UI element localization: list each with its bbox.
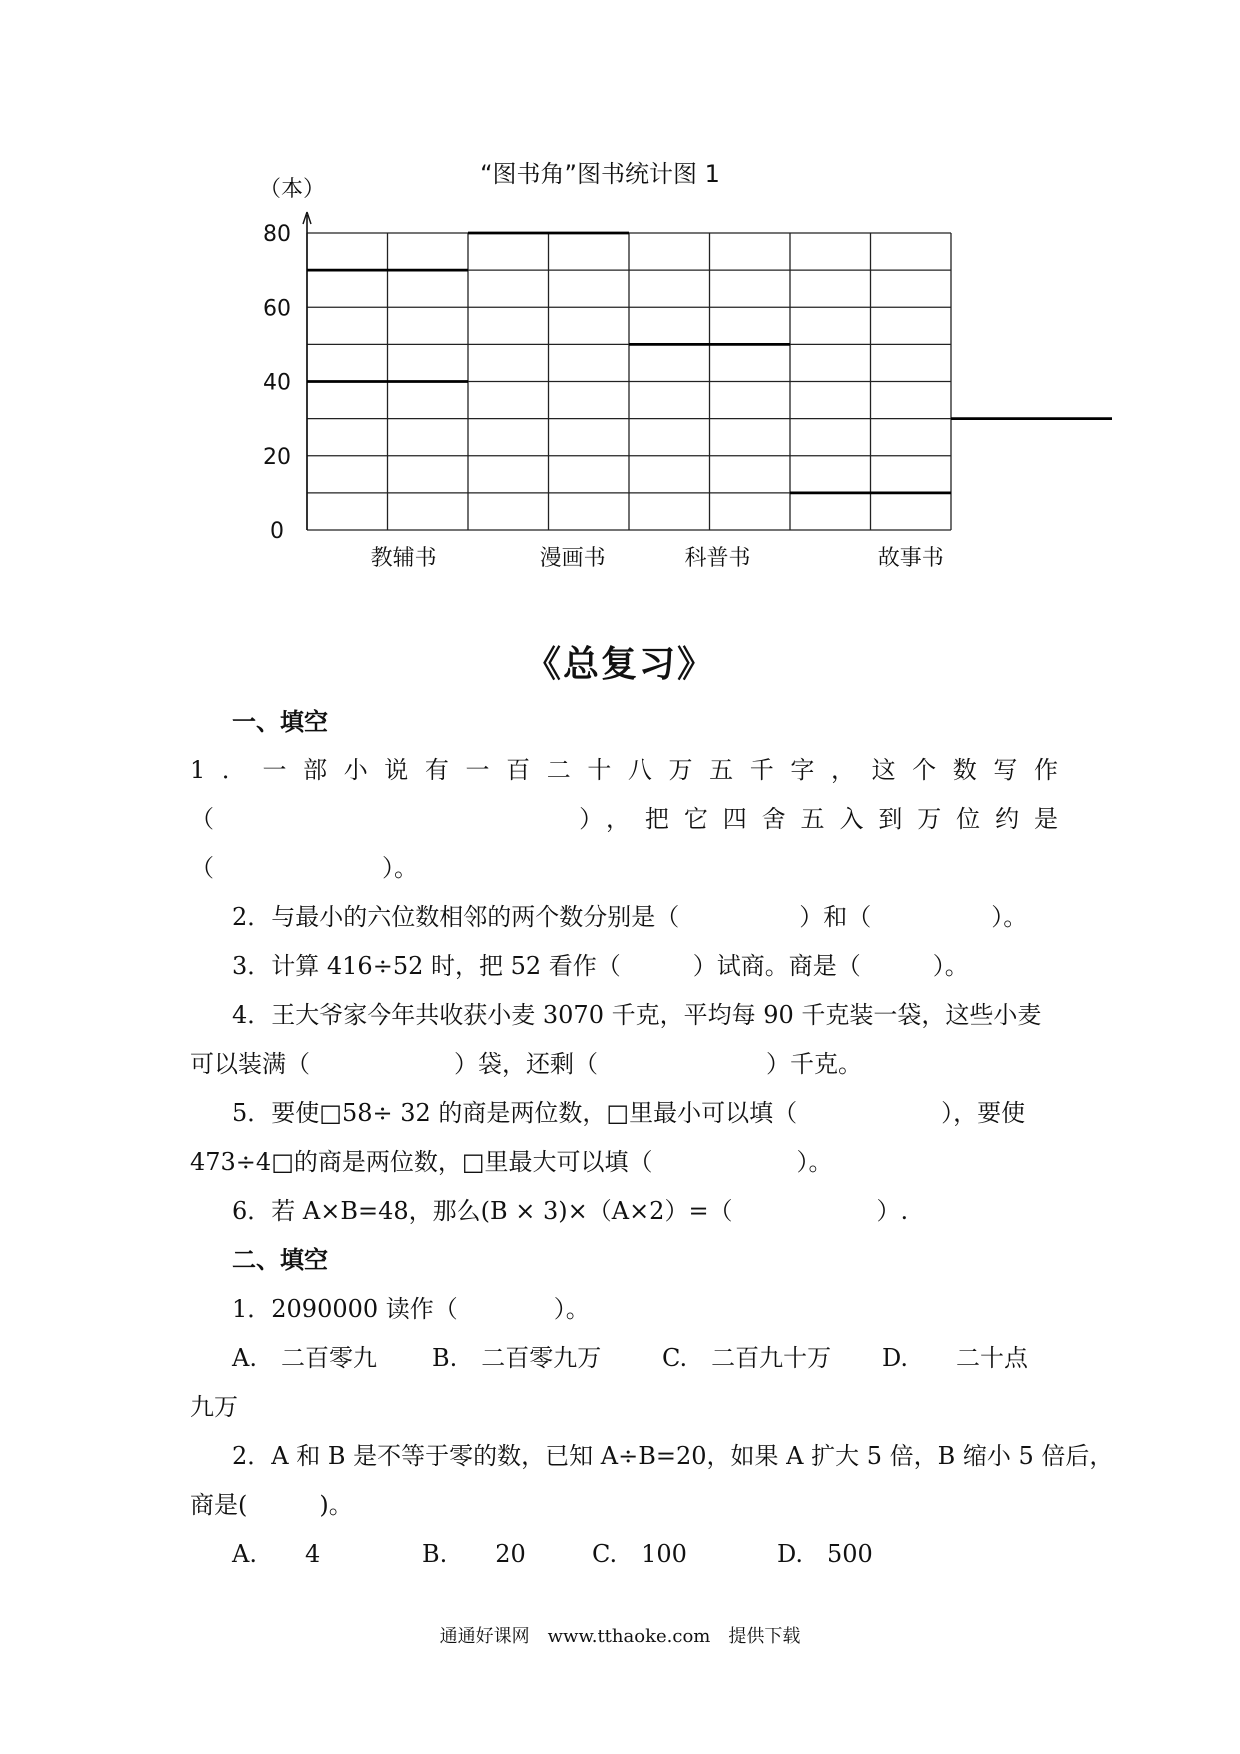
book-statistics-chart	[0, 0, 1240, 620]
page-title: 《总复习》	[524, 644, 715, 685]
question-6: 6．若 A×B=48，那么(B × 3)×（A×2）=（ ）.	[232, 1197, 909, 1225]
question-1-line-1: 1．一部小说有一百二十八万五千字，这个数写作	[190, 756, 1058, 784]
question-7-option-d-wrap: 九万	[190, 1393, 238, 1421]
question-8-line-1: 2．A 和 B 是不等于零的数，已知 A÷B=20，如果 A 扩大 5 倍，B 缩小 5 倍后，	[232, 1442, 1114, 1470]
section-heading-1: 一、填空	[232, 708, 328, 736]
question-4-line-1: 4．王大爷家今年共收获小麦 3070 千克，平均每 90 千克装一袋，这些小麦	[232, 1001, 1042, 1029]
question-3: 3．计算 416÷52 时，把 52 看作（ ）试商。商是（ ）。	[232, 952, 969, 980]
y-tick-label: 20	[263, 444, 291, 470]
option-c: C. 100	[592, 1540, 687, 1568]
question-5-line-2: 473÷4□的商是两位数，□里最大可以填（ ）。	[190, 1148, 833, 1176]
category-label: 漫画书	[539, 546, 606, 571]
question-1-line-3: （ ）。	[190, 854, 418, 882]
y-tick-label: 40	[263, 370, 291, 396]
footer-source: 通通好课网 www.tthaoke.com 提供下载	[439, 1626, 801, 1647]
category-label: 故事书	[877, 546, 944, 571]
chart-title: “图书角”图书统计图 1	[480, 160, 720, 188]
question-8-line-2: 商是( )。	[190, 1491, 353, 1519]
question-2: 2．与最小的六位数相邻的两个数分别是（ ）和（ ）。	[232, 903, 1028, 931]
question-5-line-1: 5．要使□58÷ 32 的商是两位数，□里最小可以填（ ），要使	[232, 1099, 1026, 1127]
y-tick-label: 0	[270, 519, 284, 544]
option-b: B. 二百零九万	[432, 1344, 602, 1372]
question-7-options	[232, 1341, 1028, 1375]
option-d: D. 二十点	[882, 1344, 1029, 1372]
y-tick-label: 80	[263, 222, 291, 247]
y-axis	[303, 212, 311, 530]
y-axis-unit: （本）	[258, 177, 326, 202]
option-a: A. 二百零九	[232, 1344, 377, 1372]
y-tick-label: 60	[263, 296, 291, 322]
y-tick-labels	[263, 222, 291, 544]
question-4-line-2: 可以装满（ ）袋，还剩（ ）千克。	[190, 1050, 862, 1078]
category-labels	[371, 546, 944, 571]
category-label: 教辅书	[370, 546, 437, 571]
option-d: D. 500	[777, 1540, 873, 1568]
section-heading-2: 二、填空	[232, 1246, 328, 1274]
option-b: B. 20	[422, 1540, 526, 1568]
category-label: 科普书	[684, 546, 751, 571]
question-8-options	[232, 1537, 873, 1571]
option-c: C. 二百九十万	[662, 1344, 832, 1372]
option-a: A. 4	[232, 1540, 321, 1568]
question-7: 1．2090000 读作（ ）。	[232, 1295, 590, 1323]
question-1-line-2: （ ），把它四舍五入到万位约是	[190, 805, 1058, 833]
